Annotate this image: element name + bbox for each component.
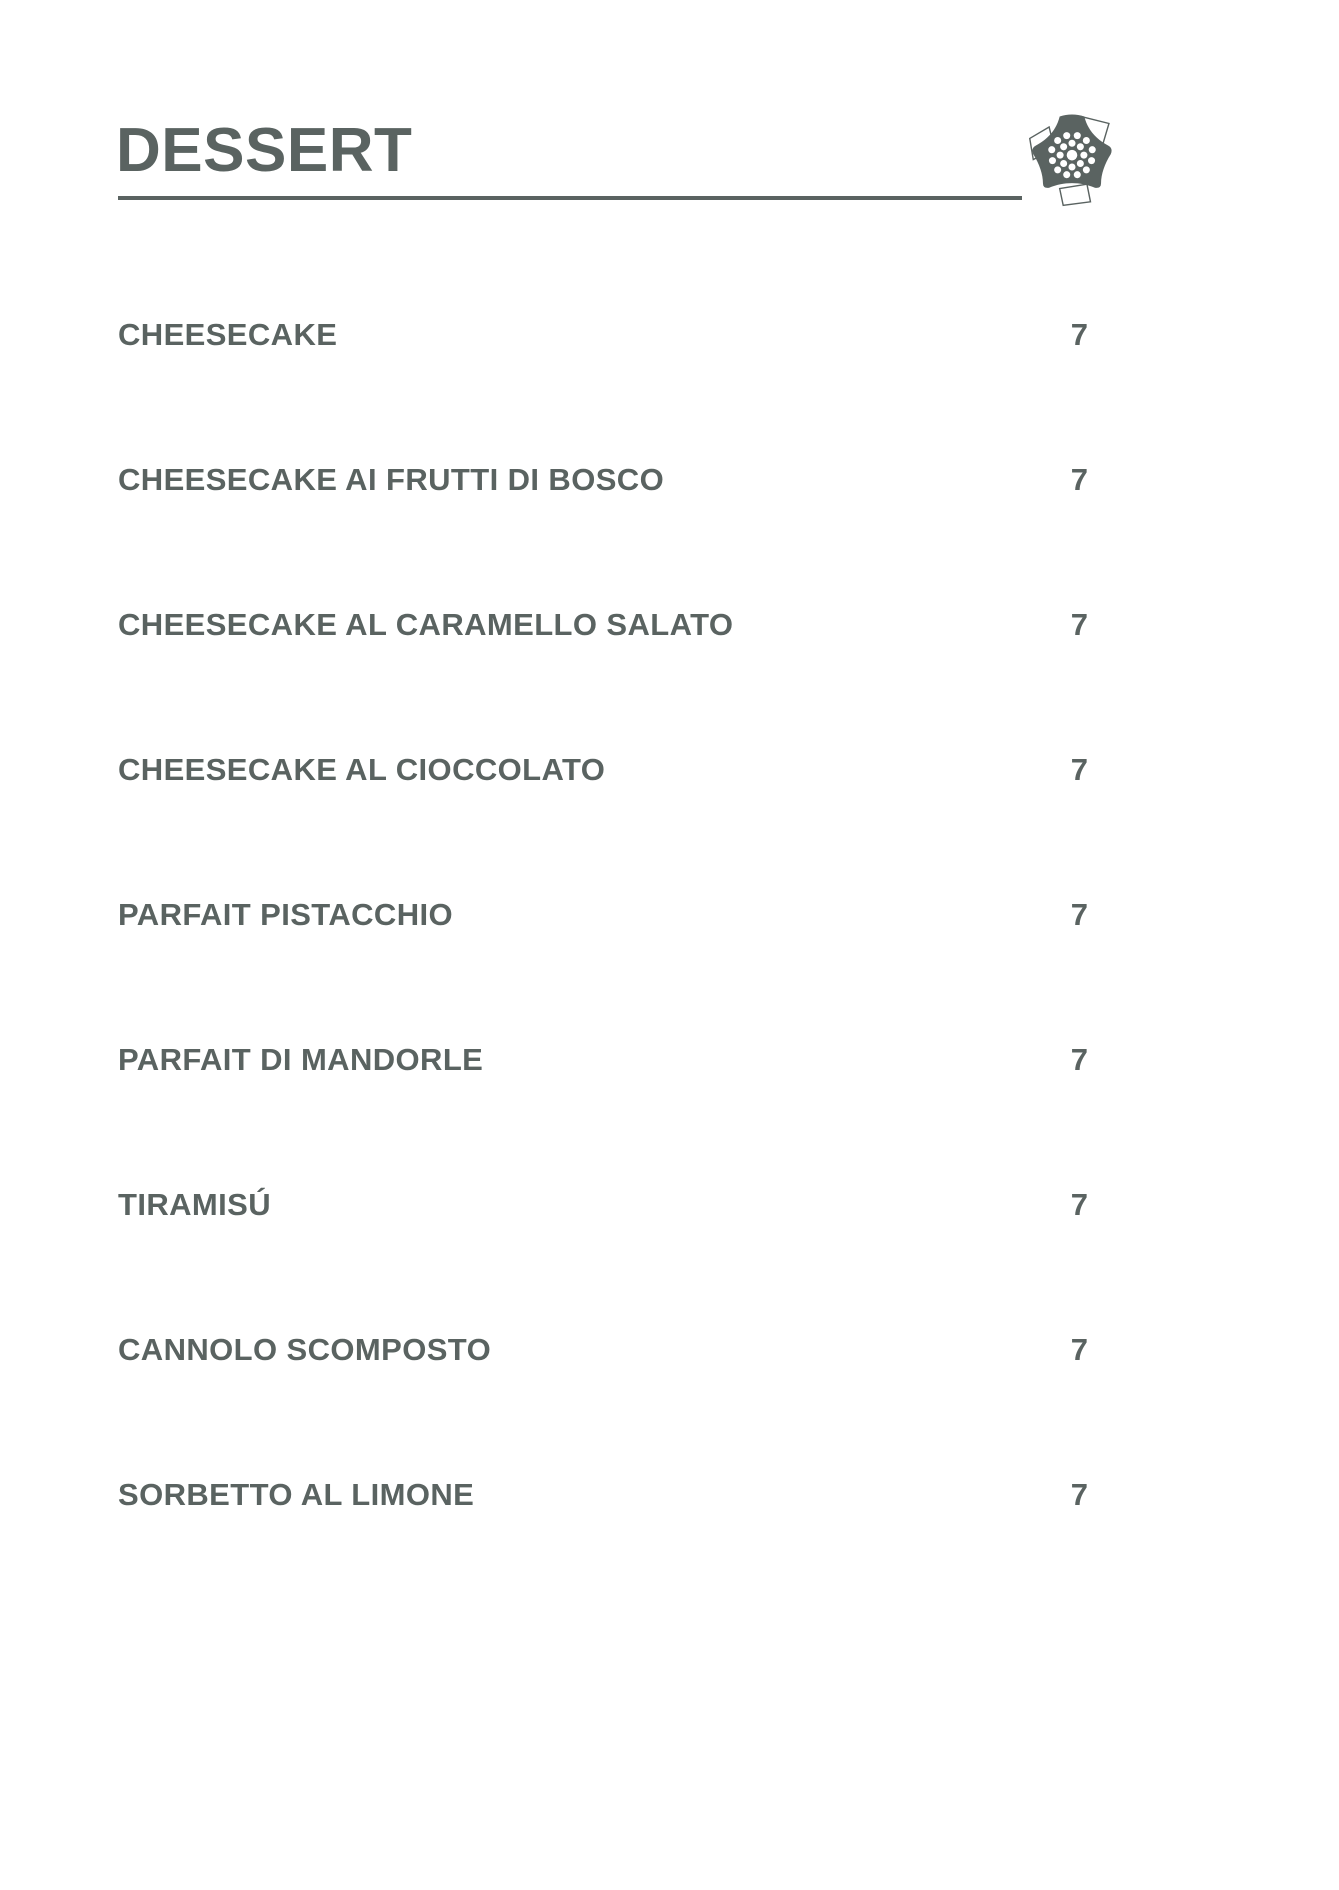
menu-item-row [118, 1333, 1088, 1367]
page-title: DESSERT [116, 116, 413, 185]
menu-item-price: 7 [1070, 752, 1088, 787]
menu-item-row [118, 608, 1088, 642]
logo-flap-bottom [1060, 184, 1091, 205]
menu-item-name: CHEESECAKE [118, 317, 338, 352]
menu-item-name: SORBETTO AL LIMONE [118, 1477, 475, 1512]
menu-item-name: CANNOLO SCOMPOSTO [118, 1332, 492, 1367]
menu-item-price: 7 [1070, 897, 1088, 932]
menu-item-name: PARFAIT PISTACCHIO [118, 897, 454, 932]
menu-item-row [118, 753, 1088, 787]
menu-item-name: TIRAMISÚ [118, 1187, 272, 1222]
title-underline-rule [118, 196, 1022, 200]
menu-item-name: CHEESECAKE AL CARAMELLO SALATO [118, 607, 734, 642]
menu-item-row [118, 1478, 1088, 1512]
menu-item-price: 7 [1070, 1477, 1088, 1512]
menu-item-name: PARFAIT DI MANDORLE [118, 1042, 484, 1077]
menu-item-price: 7 [1070, 462, 1088, 497]
menu-list [118, 318, 1088, 1512]
menu-item-price: 7 [1070, 607, 1088, 642]
menu-item-row [118, 898, 1088, 932]
menu-item-name: CHEESECAKE AL CIOCCOLATO [118, 752, 606, 787]
restaurant-badge-logo-icon [1028, 108, 1116, 212]
menu-item-price: 7 [1070, 317, 1088, 352]
menu-item-price: 7 [1070, 1042, 1088, 1077]
menu-item-price: 7 [1070, 1187, 1088, 1222]
menu-item-row [118, 1043, 1088, 1077]
menu-item-row [118, 1188, 1088, 1222]
menu-item-price: 7 [1070, 1332, 1088, 1367]
menu-item-row [118, 318, 1088, 352]
menu-item-row [118, 463, 1088, 497]
menu-item-name: CHEESECAKE AI FRUTTI DI BOSCO [118, 462, 665, 497]
